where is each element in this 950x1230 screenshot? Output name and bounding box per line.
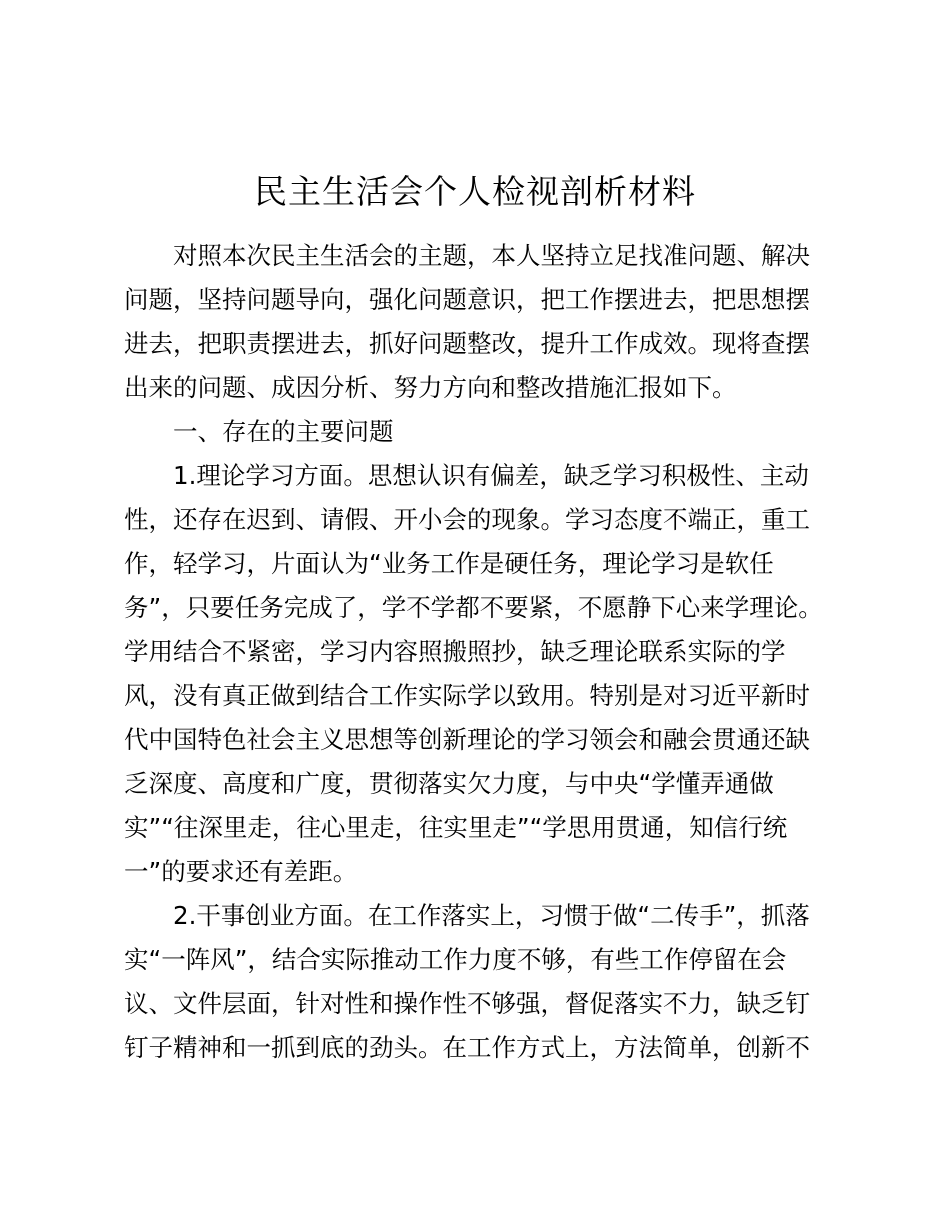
paragraph-line: 务”，只要任务完成了，学不学都不要紧，不愿静下心来学理论。 [124, 593, 823, 622]
paragraph-line: 性，还存在迟到、请假、开小会的现象。学习态度不端正，重工 [124, 505, 810, 534]
paragraph-line: 对照本次民主生活会的主题，本人坚持立足找准问题、解决 [173, 241, 810, 270]
paragraph-line: 乏深度、高度和广度，贯彻落实欠力度，与中央“学懂弄通做 [124, 769, 774, 798]
paragraph-line: 实”“往深里走，往心里走，往实里走”“学思用贯通，知信行统 [124, 813, 788, 842]
paragraph-line: 风，没有真正做到结合工作实际学以致用。特别是对习近平新时 [124, 681, 810, 710]
paragraph-line: 钉子精神和一抓到底的劲头。在工作方式上，方法简单，创新不 [124, 1033, 810, 1062]
section-heading: 一、存在的主要问题 [173, 417, 394, 446]
paragraph-line: 2.干事创业方面。在工作落实上，习惯于做“二传手”，抓落 [173, 901, 810, 930]
paragraph-line: 实“一阵风”，结合实际推动工作力度不够，有些工作停留在会 [124, 945, 787, 974]
paragraph-line: 问题，坚持问题导向，强化问题意识，把工作摆进去，把思想摆 [124, 285, 810, 314]
paragraph-line: 学用结合不紧密，学习内容照搬照抄，缺乏理论联系实际的学 [124, 637, 786, 666]
paragraph-line: 出来的问题、成因分析、努力方向和整改措施汇报如下。 [124, 373, 737, 402]
paragraph-line: 作，轻学习，片面认为“业务工作是硬任务，理论学习是软任 [124, 549, 774, 578]
paragraph-line: 进去，把职责摆进去，抓好问题整改，提升工作成效。现将查摆 [124, 329, 810, 358]
document-title: 民主生活会个人检视剖析材料 [254, 172, 696, 211]
paragraph-line: 代中国特色社会主义思想等创新理论的学习领会和融会贯通还缺 [124, 725, 810, 754]
paragraph-line: 1.理论学习方面。思想认识有偏差，缺乏学习积极性、主动 [173, 461, 809, 490]
paragraph-line: 一”的要求还有差距。 [124, 857, 358, 886]
paragraph-line: 议、文件层面，针对性和操作性不够强，督促落实不力，缺乏钉 [124, 989, 810, 1018]
